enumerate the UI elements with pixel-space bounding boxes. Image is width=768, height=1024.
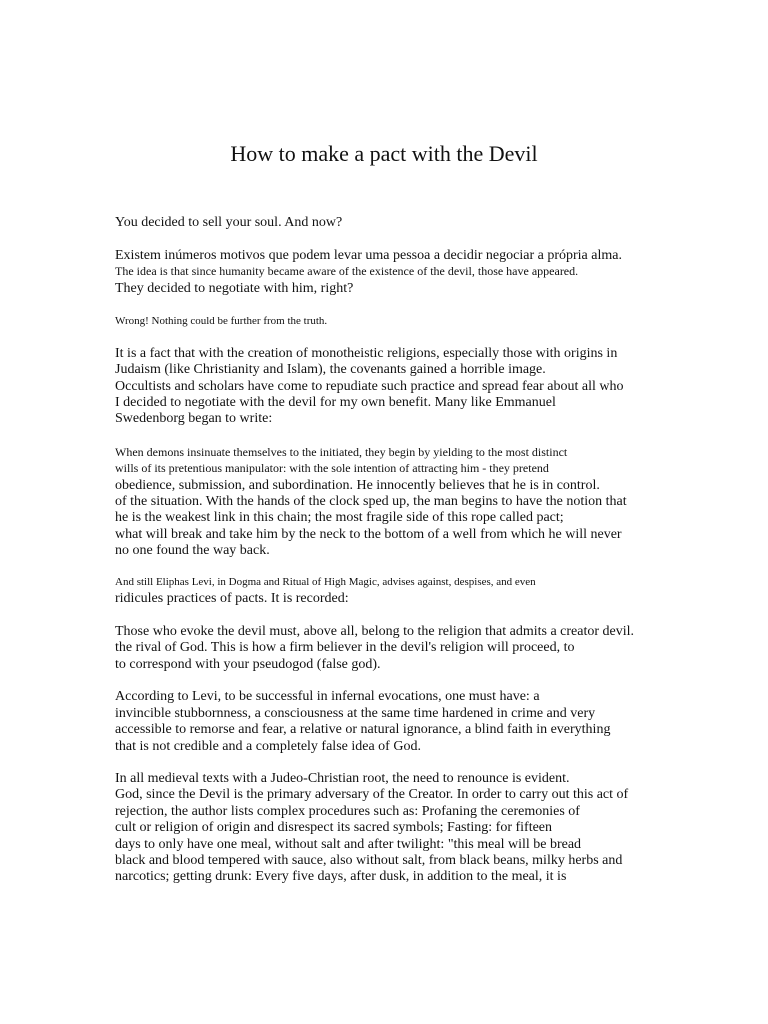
text-line: no one found the way back. [115, 543, 270, 558]
text-line: I decided to negotiate with the devil for my own benefit. Many like Emmanuel [115, 395, 556, 410]
text-line: to correspond with your pseudogod (false god). [115, 657, 381, 672]
text-line: accessible to remorse and fear, a relative or natural ignorance, a blind faith in everything [115, 722, 611, 737]
text-line: what will break and take him by the neck to the bottom of a well from which he will never [115, 527, 622, 542]
text-line: It is a fact that with the creation of monotheistic religions, especially those with origins in [115, 346, 618, 361]
text-line: he is the weakest link in this chain; the most fragile side of this rope called pact; [115, 510, 564, 525]
text-line: ridicules practices of pacts. It is recorded: [115, 591, 349, 606]
text-line: Those who evoke the devil must, above all, belong to the religion that admits a creator devil. [115, 624, 635, 639]
text-line: Occultists and scholars have come to repudiate such practice and spread fear about all who [115, 379, 624, 394]
text-line: the rival of God. This is how a firm believer in the devil's religion will proceed, to [115, 640, 575, 655]
text-line: You decided to sell your soul. And now? [115, 215, 343, 230]
text-line: invincible stubbornness, a consciousness at the same time hardened in crime and very [115, 706, 596, 721]
text-line: of the situation. With the hands of the clock sped up, the man begins to have the notion that [115, 494, 627, 509]
text-line: When demons insinuate themselves to the initiated, they begin by yielding to the most distinct [115, 445, 568, 459]
text-line: Wrong! Nothing could be further from the truth. [115, 315, 328, 327]
text-line: They decided to negotiate with him, right? [115, 281, 354, 296]
text-line: wills of its pretentious manipulator: with the sole intention of attracting him - they pretend [115, 461, 549, 475]
text-line: In all medieval texts with a Judeo-Christian root, the need to renounce is evident. [115, 771, 570, 786]
text-line: days to only have one meal, without salt and after twilight: "this meal will be bread [115, 837, 582, 852]
text-line: According to Levi, to be successful in infernal evocations, one must have: a [115, 689, 540, 704]
text-line: that is not credible and a completely false idea of God. [115, 739, 421, 754]
text-line: rejection, the author lists complex procedures such as: Profaning the ceremonies of [115, 804, 580, 819]
text-line: black and blood tempered with sauce, also without salt, from black beans, milky herbs and [115, 853, 623, 868]
text-line: The idea is that since humanity became aware of the existence of the devil, those have appeared. [115, 264, 579, 278]
text-line: God, since the Devil is the primary adversary of the Creator. In order to carry out this act of [115, 787, 629, 802]
text-line: obedience, submission, and subordination. He innocently believes that he is in control. [115, 478, 600, 493]
text-line: And still Eliphas Levi, in Dogma and Ritual of High Magic, advises against, despises, and even [115, 576, 536, 588]
text-line: cult or religion of origin and disrespect its sacred symbols; Fasting: for fifteen [115, 820, 553, 835]
text-line: Existem inúmeros motivos que podem levar uma pessoa a decidir negociar a própria alma. [115, 248, 622, 263]
document-title: How to make a pact with the Devil [230, 141, 538, 166]
text-line: narcotics; getting drunk: Every five days, after dusk, in addition to the meal, it is [115, 869, 567, 884]
text-line: Swedenborg began to write: [115, 411, 273, 426]
text-line: Judaism (like Christianity and Islam), the covenants gained a horrible image. [115, 362, 546, 377]
